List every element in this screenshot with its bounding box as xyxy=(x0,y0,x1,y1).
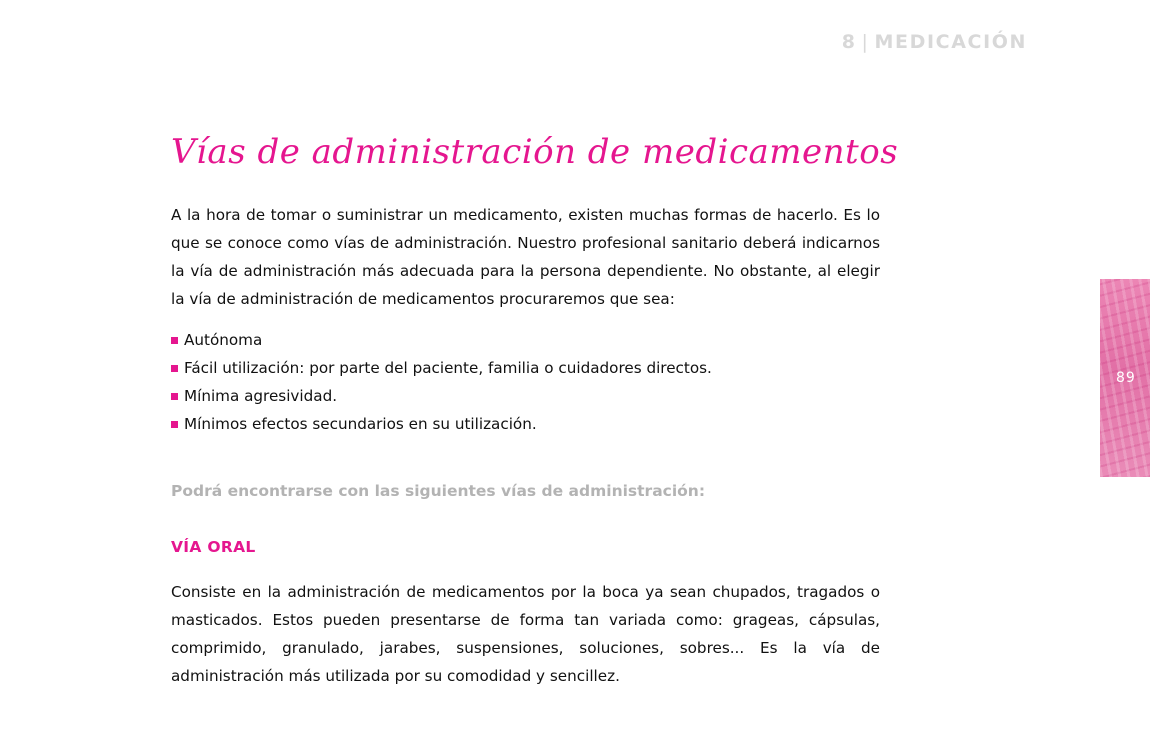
intro-paragraph: A la hora de tomar o suministrar un medicamento, existen muchas formas de hacerlo. Es lo que se conoce como vías de administración. Nuestro profesional sanitario deberá indicarnos la vía de administración más adecuada para la persona dependiente. No obstante, al elegir la vía de administración de medicamentos procuraremos que sea: xyxy=(171,206,880,308)
section-heading: VÍA ORAL xyxy=(171,538,256,556)
bullet-square-icon xyxy=(171,365,178,372)
bullet-square-icon xyxy=(171,421,178,428)
page-number: 89 xyxy=(1116,370,1136,386)
lead-text: Podrá encontrarse con las siguientes vías de administración: xyxy=(171,482,706,500)
criteria-list xyxy=(171,326,880,438)
chapter-separator: | xyxy=(861,31,870,53)
list-item xyxy=(171,354,880,382)
bullet-square-icon xyxy=(171,393,178,400)
list-item-text: Fácil utilización: por parte del paciente, familia o cuidadores directos. xyxy=(184,359,712,377)
bullet-square-icon xyxy=(171,337,178,344)
list-item-text: Autónoma xyxy=(184,331,263,349)
list-item-text: Mínima agresividad. xyxy=(184,387,338,405)
section-paragraph: Consiste en la administración de medicamentos por la boca ya sean chupados, tragados o masticados. Estos pueden presentarse de forma tan variada como: grageas, cápsulas, comprimido, granulado, jarabes, suspensiones, soluciones, sobres... Es la vía de administración más utilizada por su comodidad y sencillez. xyxy=(171,583,880,685)
list-item xyxy=(171,410,880,438)
list-item xyxy=(171,382,880,410)
chapter-number: 8 xyxy=(841,31,857,53)
page-number-tab xyxy=(1100,279,1150,477)
chapter-title: MEDICACIÓN xyxy=(874,31,1027,53)
page-title: Vías de administración de medicamentos xyxy=(171,132,899,172)
chapter-header xyxy=(842,31,1027,53)
list-item xyxy=(171,326,880,354)
list-item-text: Mínimos efectos secundarios en su utilización. xyxy=(184,415,537,433)
